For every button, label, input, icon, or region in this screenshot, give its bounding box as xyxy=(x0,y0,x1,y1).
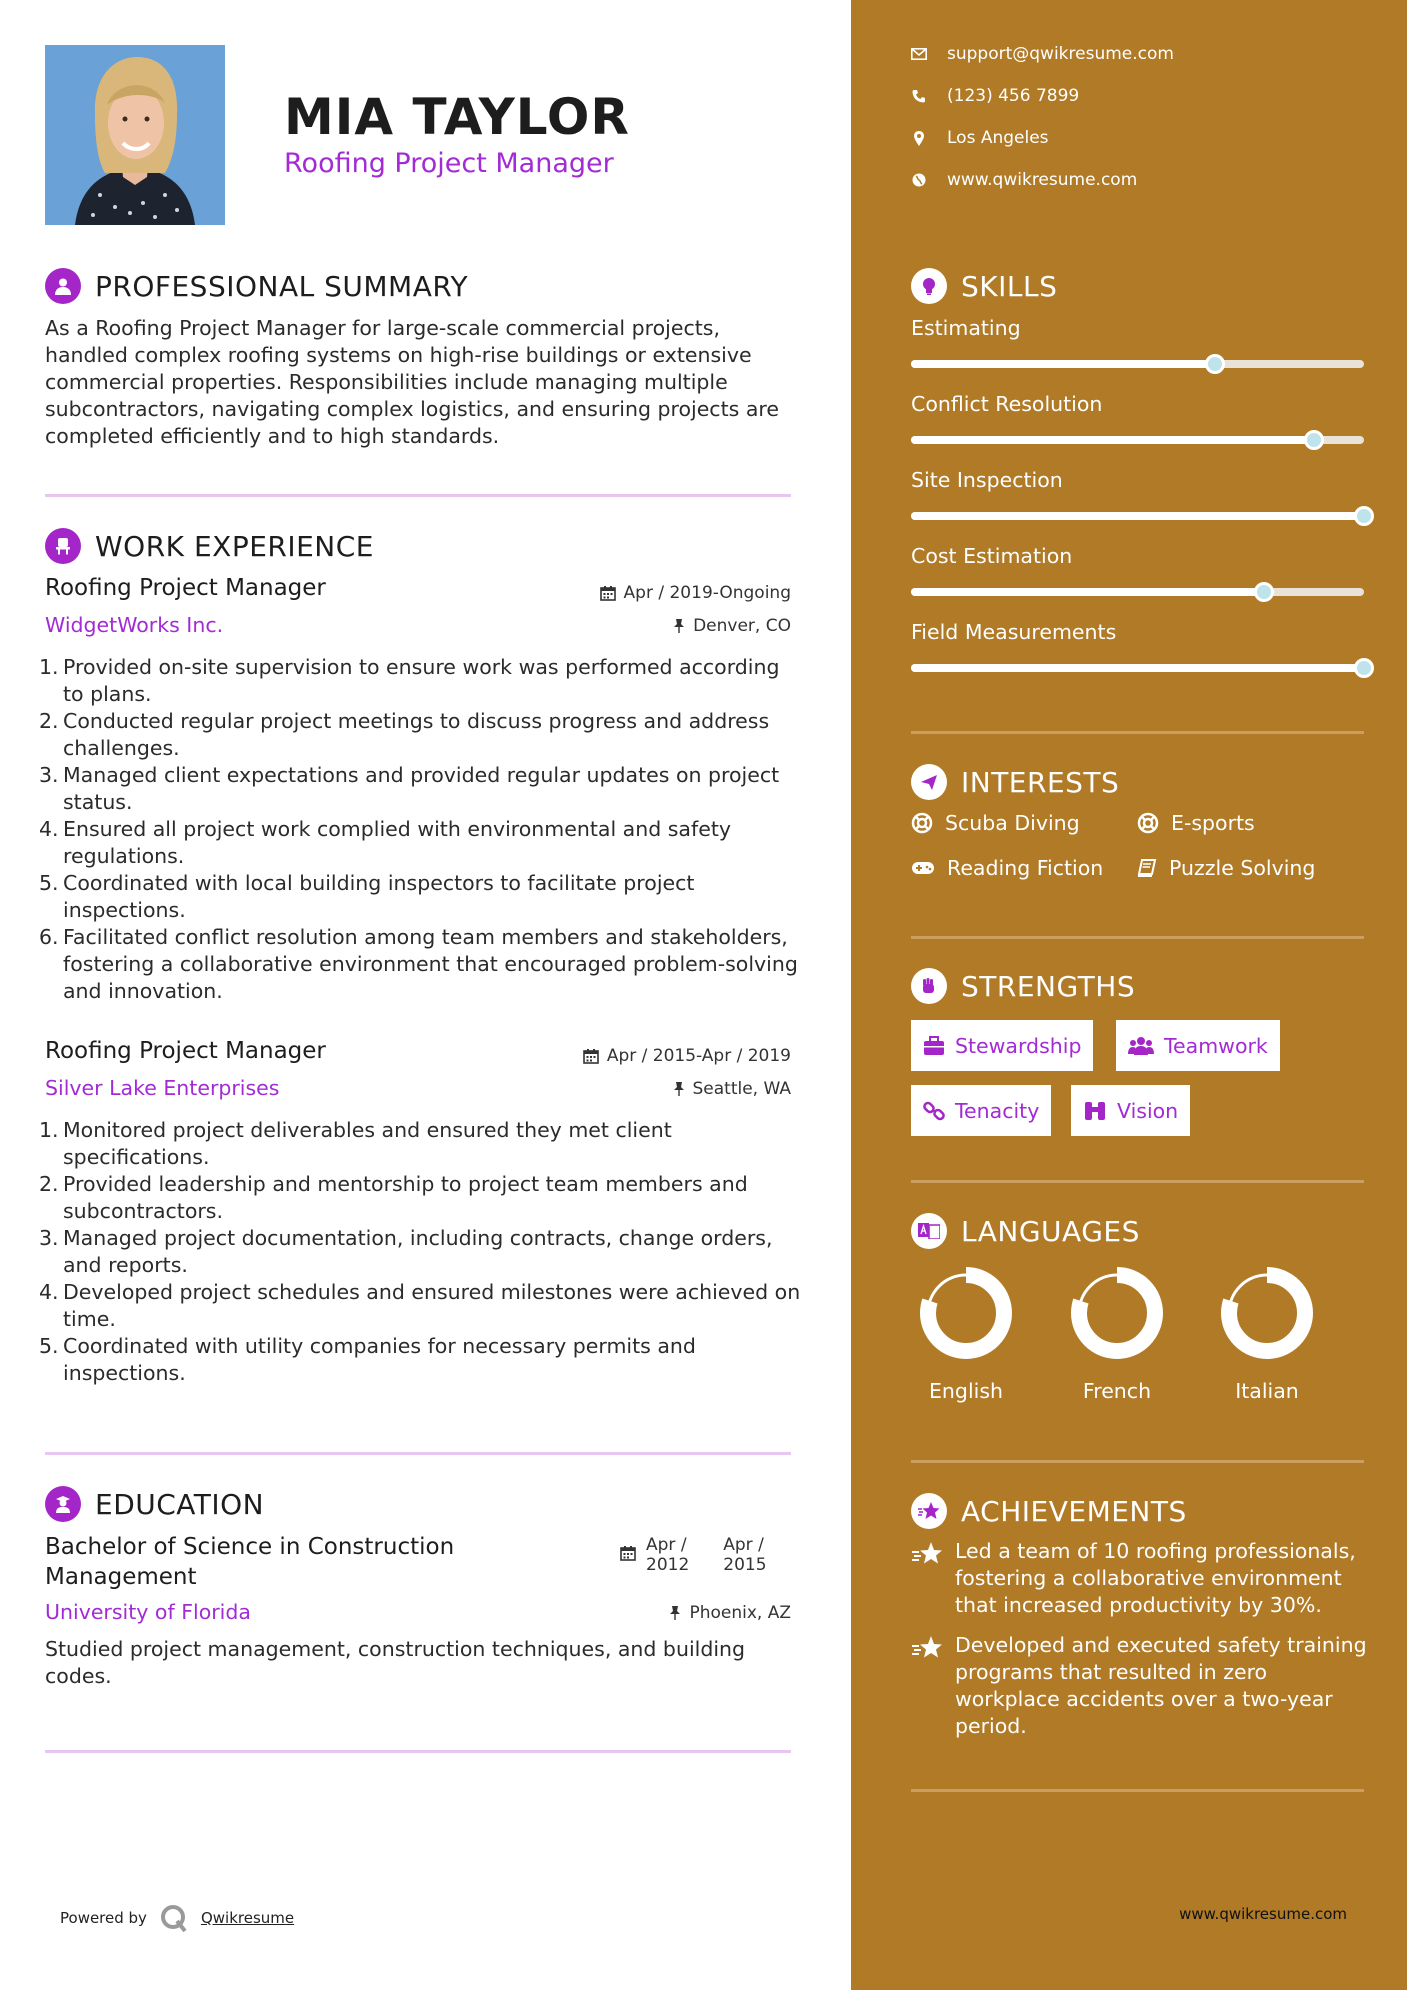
lifebuoy-icon xyxy=(1137,812,1159,834)
list-item: Ensured all project work complied with environmental and safety regulations. xyxy=(63,817,731,868)
languages-title: LANGUAGES xyxy=(961,1214,1140,1248)
list-item: Provided on-site supervision to ensure work was performed according to plans. xyxy=(63,655,780,706)
sidebar xyxy=(851,0,1407,1990)
pin-icon xyxy=(669,1605,681,1621)
interests-title: INTERESTS xyxy=(961,765,1120,799)
languages-heading xyxy=(911,1213,1140,1249)
chair-icon xyxy=(45,528,81,564)
binoculars-icon xyxy=(1083,1100,1107,1122)
list-item: Monitored project deliverables and ensured they met client specifications. xyxy=(63,1118,672,1169)
language-item xyxy=(911,1265,1021,1403)
footer-website-link[interactable]: www.qwikresume.com xyxy=(1179,1905,1347,1923)
language-item xyxy=(1062,1265,1172,1403)
job-location xyxy=(673,1079,792,1099)
skill-label: Estimating xyxy=(911,316,1021,340)
job-responsibilities xyxy=(45,1117,805,1387)
fist-icon xyxy=(911,968,947,1004)
skill-bar xyxy=(911,588,1364,596)
shooting-star-icon xyxy=(911,1634,943,1664)
shooting-star-icon xyxy=(911,1540,943,1570)
lightbulb-icon xyxy=(911,268,947,304)
education-location-text: Phoenix, AZ xyxy=(689,1603,791,1623)
section-divider xyxy=(911,1789,1364,1792)
skill-bar-fill xyxy=(911,360,1215,368)
pin-icon xyxy=(673,618,685,634)
language-item xyxy=(1212,1265,1322,1403)
section-divider xyxy=(911,1180,1364,1183)
achievement-item xyxy=(911,1632,1371,1740)
skills-title: SKILLS xyxy=(961,269,1058,303)
interest-item xyxy=(1137,811,1255,835)
interest-item xyxy=(1137,856,1315,880)
list-item: Coordinated with local building inspectors to facilitate project inspections. xyxy=(63,871,695,922)
contact-website[interactable] xyxy=(911,170,1137,190)
strength-label: Teamwork xyxy=(1164,1033,1268,1058)
strength-badge xyxy=(1071,1085,1190,1136)
language-label: English xyxy=(928,1379,1004,1403)
achievements-title: ACHIEVEMENTS xyxy=(961,1494,1187,1528)
interests-heading xyxy=(911,764,1119,800)
contact-location xyxy=(911,128,1049,148)
skill-bar-fill xyxy=(911,664,1364,672)
skill-label: Field Measurements xyxy=(911,620,1117,644)
skill-bar xyxy=(911,664,1364,672)
list-item: Facilitated conflict resolution among team members and stakeholders, fostering a collaborative environment that encouraged problem-solving and innovation. xyxy=(63,925,798,1003)
interest-item xyxy=(911,811,1080,835)
language-ring xyxy=(1219,1265,1315,1361)
skill-bar xyxy=(911,512,1364,520)
contact-location-text: Los Angeles xyxy=(947,128,1049,148)
job-title: Roofing Project Manager xyxy=(45,1038,326,1064)
users-icon xyxy=(1128,1036,1154,1056)
interest-label: Scuba Diving xyxy=(945,811,1080,835)
education-end xyxy=(699,1535,766,1575)
list-item: Coordinated with utility companies for necessary permits and inspections. xyxy=(63,1334,696,1385)
book-icon xyxy=(1137,858,1157,878)
degree-title: Bachelor of Science in Construction Management xyxy=(45,1534,455,1590)
strengths-title: STRENGTHS xyxy=(961,969,1136,1003)
qwikresume-logo-icon xyxy=(159,1903,189,1933)
contact-email-text: support@qwikresume.com xyxy=(947,44,1174,64)
translate-icon xyxy=(911,1213,947,1249)
briefcase-icon xyxy=(923,1036,945,1056)
qwikresume-link[interactable]: Qwikresume xyxy=(200,1909,295,1927)
map-marker-icon xyxy=(911,130,927,146)
skill-label: Site Inspection xyxy=(911,468,1063,492)
achievement-item xyxy=(911,1538,1371,1619)
job-dates xyxy=(600,583,791,603)
skill-level-knob xyxy=(1205,354,1225,374)
education-dates xyxy=(620,1535,767,1575)
section-divider xyxy=(45,494,791,497)
job-dates-text: Apr / 2015-Apr / 2019 xyxy=(606,1046,791,1066)
calendar-icon xyxy=(600,585,616,601)
education-text: Studied project management, construction techniques, and building codes. xyxy=(45,1637,746,1688)
education-location xyxy=(669,1603,791,1623)
achievement-text: Led a team of 10 roofing professionals, fostering a collaborative environment that increased productivity by 30%. xyxy=(955,1539,1356,1617)
job-responsibilities xyxy=(45,654,805,1005)
strength-label: Vision xyxy=(1117,1098,1179,1123)
powered-label: Powered by xyxy=(60,1909,147,1927)
gamepad-icon xyxy=(911,860,935,876)
skill-bar xyxy=(911,436,1364,444)
skill-bar-fill xyxy=(911,588,1264,596)
education-start xyxy=(646,1535,689,1575)
candidate-name: MIA TAYLOR xyxy=(284,88,630,146)
star-icon xyxy=(911,1493,947,1529)
user-icon xyxy=(45,268,81,304)
contact-email[interactable] xyxy=(911,44,1174,64)
section-divider xyxy=(911,731,1364,734)
achievement-text: Developed and executed safety training programs that resulted in zero workplace accidents over a two-year period. xyxy=(955,1633,1367,1738)
skill-level-knob xyxy=(1304,430,1324,450)
school-name: University of Florida xyxy=(45,1600,251,1624)
globe-icon xyxy=(911,172,927,188)
skill-bar-fill xyxy=(911,512,1364,520)
contact-phone-text: (123) 456 7899 xyxy=(947,86,1080,106)
education-title: EDUCATION xyxy=(95,1487,265,1521)
list-item: Developed project schedules and ensured milestones were achieved on time. xyxy=(63,1280,801,1331)
candidate-title: Roofing Project Manager xyxy=(284,148,614,179)
envelope-icon xyxy=(911,46,927,62)
section-divider xyxy=(911,1460,1364,1463)
job-location xyxy=(673,616,791,636)
strengths-heading xyxy=(911,968,1135,1004)
link-icon xyxy=(923,1100,945,1122)
education-heading xyxy=(45,1486,264,1522)
list-item: Managed project documentation, including contracts, change orders, and reports. xyxy=(63,1226,773,1277)
job-dates-text: Apr / 2019-Ongoing xyxy=(623,583,791,603)
calendar-icon xyxy=(620,1545,636,1561)
skill-level-knob xyxy=(1254,582,1274,602)
interest-label: E-sports xyxy=(1171,811,1255,835)
skills-heading xyxy=(911,268,1057,304)
phone-icon xyxy=(911,88,927,104)
skill-bar xyxy=(911,360,1364,368)
achievements-heading xyxy=(911,1493,1187,1529)
experience-heading xyxy=(45,528,374,564)
section-divider xyxy=(45,1750,791,1753)
job-location-text: Seattle, WA xyxy=(692,1079,791,1099)
powered-by xyxy=(60,1903,294,1933)
summary-text: As a Roofing Project Manager for large-scale commercial projects, handled complex roofing systems on high-rise buildings or extensive commercial properties. Responsibilities include managing multiple subcontractors, navigating complex logistics, and ensuring projects are completed efficiently and to high standards. xyxy=(45,316,779,448)
list-item: Provided leadership and mentorship to project team members and subcontractors. xyxy=(63,1172,748,1223)
paper-plane-icon xyxy=(911,764,947,800)
skill-level-knob xyxy=(1354,506,1374,526)
job-dates xyxy=(583,1046,791,1066)
job-location-text: Denver, CO xyxy=(693,616,791,636)
education-start-month: Apr / xyxy=(646,1535,687,1555)
list-item: Conducted regular project meetings to discuss progress and address challenges. xyxy=(63,709,770,760)
job-title: Roofing Project Manager xyxy=(45,575,326,601)
section-divider xyxy=(911,936,1364,939)
strength-badge xyxy=(911,1020,1093,1071)
contact-phone[interactable] xyxy=(911,86,1079,106)
skill-label: Conflict Resolution xyxy=(911,392,1103,416)
section-divider xyxy=(45,1452,791,1455)
calendar-icon xyxy=(583,1048,599,1064)
strength-label: Stewardship xyxy=(955,1033,1082,1058)
interest-label: Puzzle Solving xyxy=(1169,856,1316,880)
education-end-year: 2015 xyxy=(723,1555,767,1575)
strength-badge xyxy=(1116,1020,1280,1071)
skill-level-knob xyxy=(1354,658,1374,678)
summary-heading xyxy=(45,268,468,304)
experience-title: WORK EXPERIENCE xyxy=(95,529,374,563)
skill-label: Cost Estimation xyxy=(911,544,1073,568)
language-label: French xyxy=(1082,1379,1152,1403)
pin-icon xyxy=(673,1081,685,1097)
interest-item xyxy=(911,856,1103,880)
language-label: Italian xyxy=(1235,1379,1299,1403)
education-start-year: 2012 xyxy=(646,1555,690,1575)
job-company: WidgetWorks Inc. xyxy=(45,613,224,637)
language-ring xyxy=(1069,1265,1165,1361)
skill-bar-fill xyxy=(911,436,1314,444)
lifebuoy-icon xyxy=(911,812,933,834)
list-item: Managed client expectations and provided regular updates on project status. xyxy=(63,763,780,814)
job-company: Silver Lake Enterprises xyxy=(45,1076,280,1100)
interest-label: Reading Fiction xyxy=(947,856,1104,880)
language-ring xyxy=(918,1265,1014,1361)
strength-badge xyxy=(911,1085,1051,1136)
graduate-icon xyxy=(45,1486,81,1522)
contact-website-text: www.qwikresume.com xyxy=(947,170,1138,190)
education-end-month: Apr / xyxy=(723,1535,764,1555)
strength-label: Tenacity xyxy=(955,1098,1040,1123)
summary-title: PROFESSIONAL SUMMARY xyxy=(95,269,469,303)
profile-photo xyxy=(45,45,225,225)
